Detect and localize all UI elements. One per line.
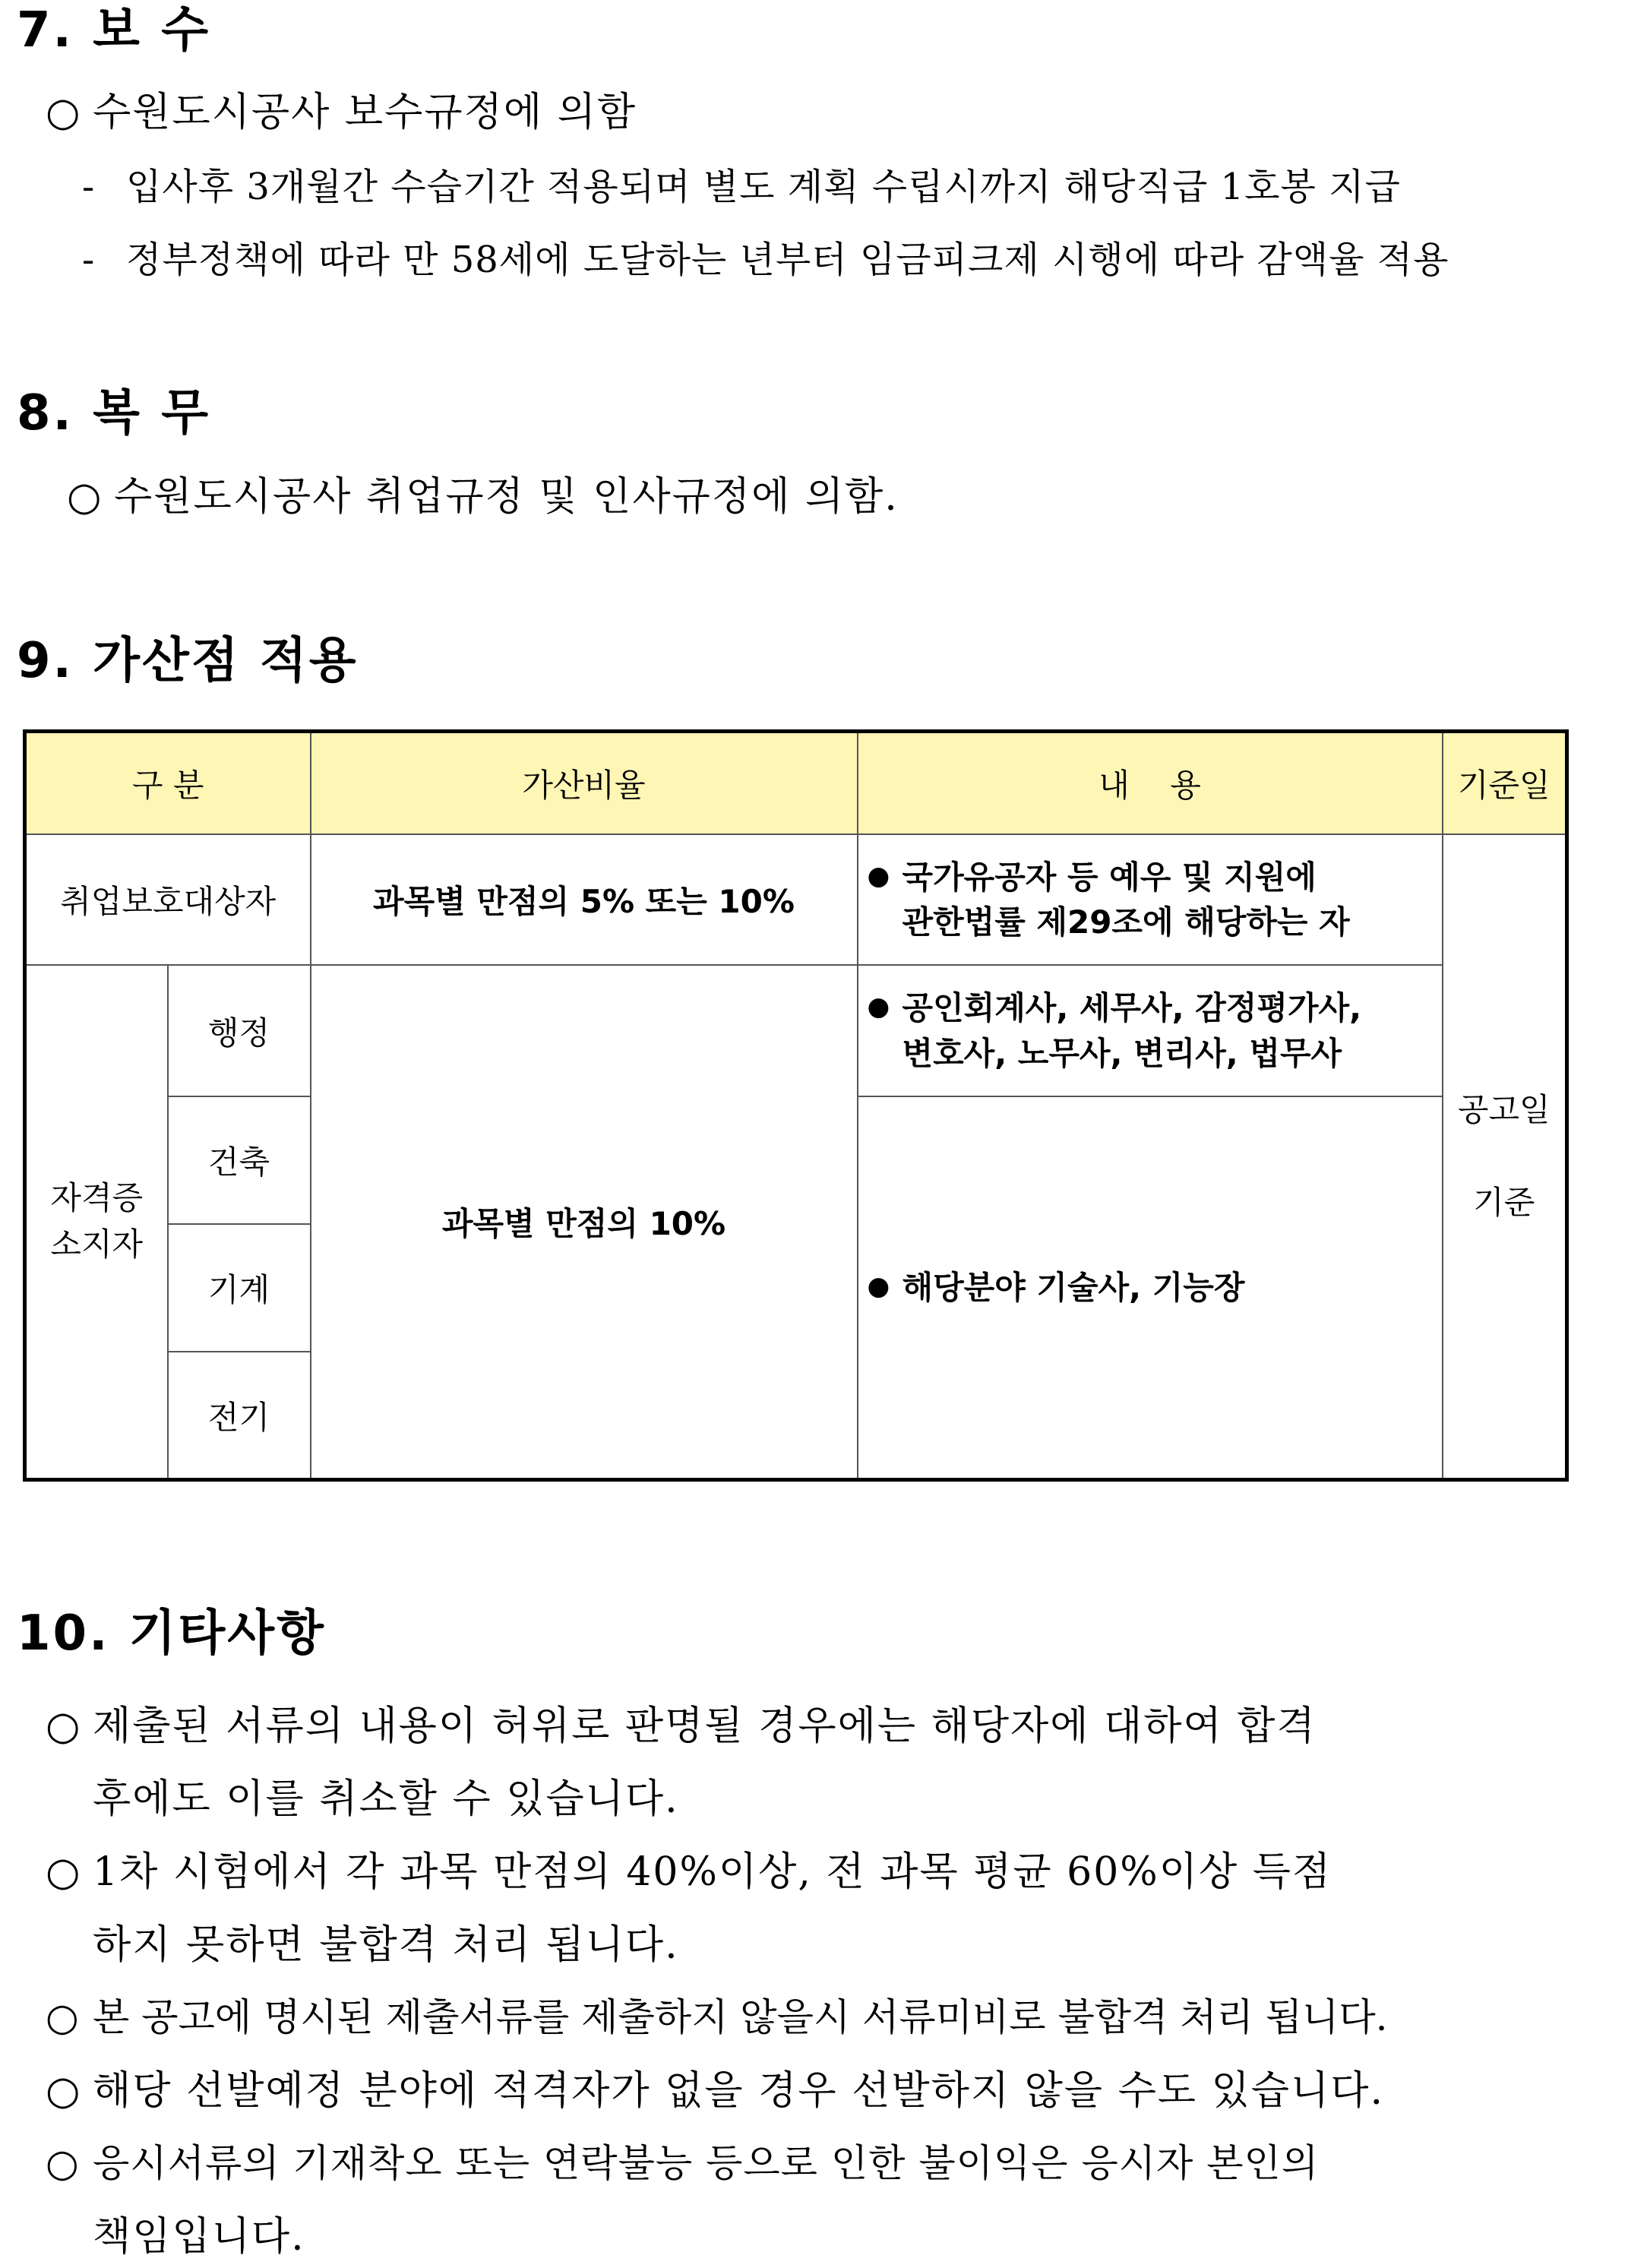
table-row: [25, 834, 1567, 965]
list-item: - 입사후 3개월간 수습기간 적용되며 별도 계획 수립시까지 해당직급 1호봉 지급: [82, 166, 1401, 208]
section-10-heading: 10. 기타사항: [17, 1605, 326, 1662]
subcategory-admin: 행정: [168, 965, 311, 1096]
header-rate: 가산비율: [311, 732, 858, 835]
list-item-continuation: 책임입니다.: [93, 2214, 305, 2260]
protected-content-cell: ● 국가유공자 등 예우 및 지원에 관한법률 제29조에 해당하는 자: [858, 834, 1443, 965]
list-item: - 정부정책에 따라 만 58세에 도달하는 년부터 임금피크제 시행에 따라 감액율 적용: [82, 239, 1449, 281]
dash-bullet-icon: -: [82, 166, 96, 208]
circle-bullet-icon: ○: [46, 1703, 82, 1749]
circle-bullet-icon: ○: [46, 1995, 79, 2039]
bullet-dot-icon: ●: [867, 860, 890, 891]
bonus-points-table: [23, 729, 1569, 1482]
list-item-continuation: 하지 못하면 불합격 처리 됩니다.: [93, 1922, 679, 1968]
admin-content-cell: ● 공인회계사, 세무사, 감정평가사, 변호사, 노무사, 변리사, 법무사: [858, 965, 1443, 1096]
protected-rate-cell: 과목별 만점의 5% 또는 10%: [311, 834, 858, 965]
section-7-heading: 7. 보 수: [17, 2, 211, 59]
list-item-continuation: 후에도 이를 취소할 수 있습니다.: [93, 1776, 679, 1822]
license-rate-cell: 과목별 만점의 10%: [311, 965, 858, 1479]
list-item: ○ 해당 선발예정 분야에 적격자가 없을 경우 선발하지 않을 수도 있습니다.: [46, 2068, 1385, 2114]
list-item: ○ 1차 시험에서 각 과목 만점의 40%이상, 전 과목 평균 60%이상 득점: [46, 1849, 1332, 1895]
circle-bullet-icon: ○: [46, 1849, 82, 1895]
subcategory-architecture: 건축: [168, 1096, 311, 1224]
list-item: ○ 수원도시공사 취업규정 및 인사규정에 의함.: [67, 474, 899, 520]
table-row: [25, 965, 1567, 1096]
list-item: ○ 응시서류의 기재착오 또는 연락불능 등으로 인한 불이익은 응시자 본인의: [46, 2141, 1320, 2185]
section-9-heading: 9. 가산점 적용: [17, 633, 359, 689]
list-item: ○ 제출된 서류의 내용이 허위로 판명될 경우에는 해당자에 대하여 합격: [46, 1703, 1317, 1749]
circle-bullet-icon: ○: [46, 2141, 80, 2185]
protected-category-cell: 취업보호대상자: [25, 834, 311, 965]
header-content: 내 용: [858, 732, 1443, 835]
dash-bullet-icon: -: [82, 239, 96, 281]
list-item: ○ 본 공고에 명시된 제출서류를 제출하지 않을시 서류미비로 불합격 처리 됩니다.: [46, 1995, 1388, 2039]
header-base-date: 기준일: [1443, 732, 1567, 835]
list-item: ○ 수원도시공사 보수규정에 의함: [46, 90, 637, 135]
base-date-cell: 공고일 기준: [1443, 834, 1567, 1479]
circle-bullet-icon: ○: [46, 2068, 82, 2114]
section-8-heading: 8. 복 무: [17, 385, 211, 441]
bullet-dot-icon: ●: [867, 991, 890, 1022]
circle-bullet-icon: ○: [67, 474, 103, 520]
bullet-dot-icon: ●: [867, 1270, 890, 1302]
subcategory-mechanical: 기계: [168, 1224, 311, 1352]
license-category-cell: 자격증 소지자: [25, 965, 168, 1479]
circle-bullet-icon: ○: [46, 90, 82, 135]
header-category: 구 분: [25, 732, 311, 835]
tech-content-cell: ● 해당분야 기술사, 기능장: [858, 1096, 1443, 1480]
table-header-row: [25, 732, 1567, 835]
subcategory-electrical: 전기: [168, 1352, 311, 1479]
